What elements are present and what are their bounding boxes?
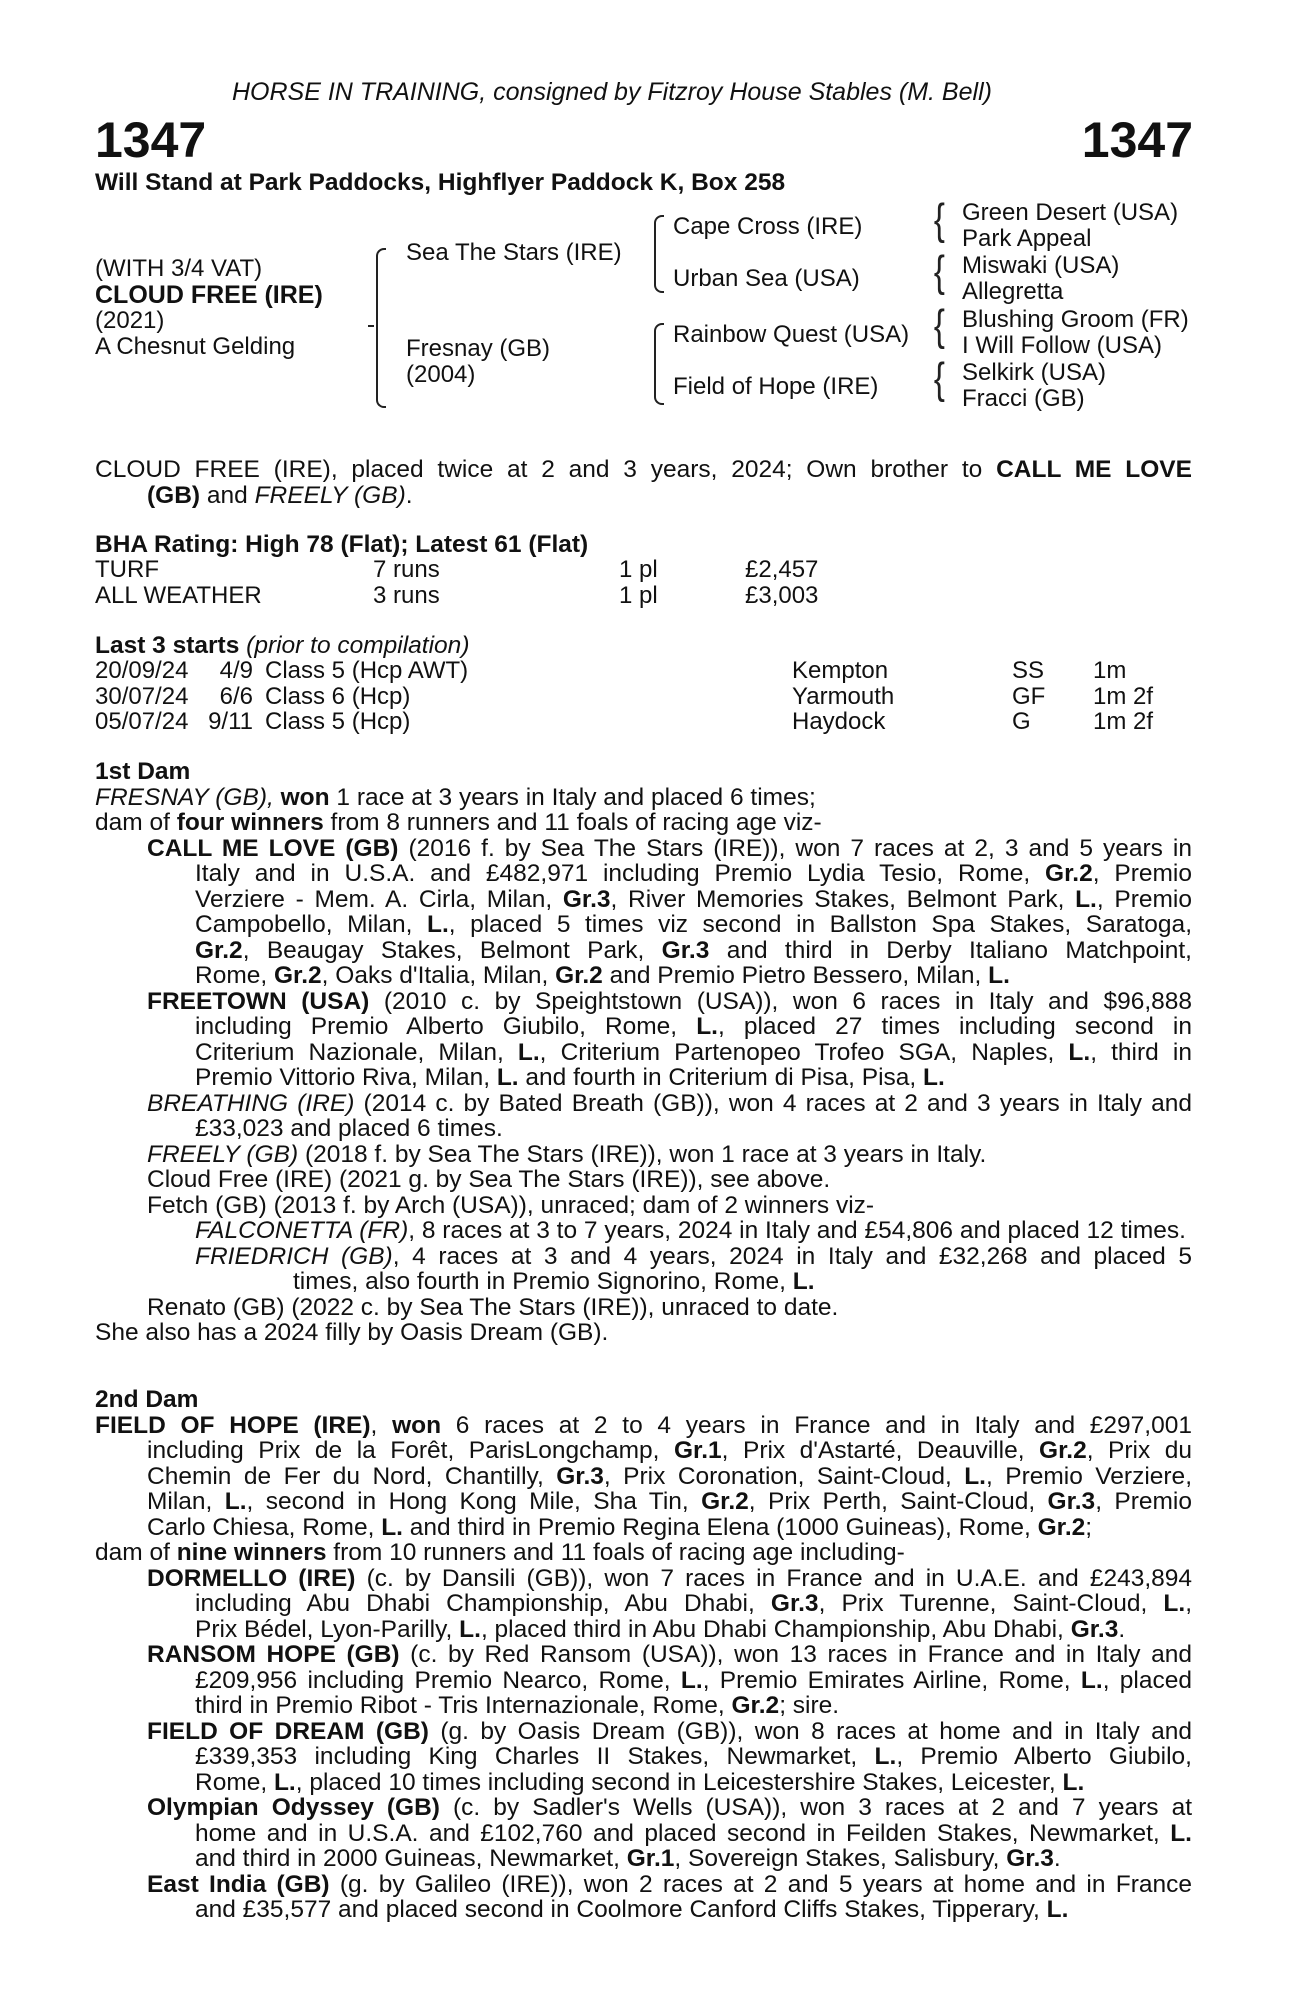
- gen3-brace-3: {: [933, 301, 945, 350]
- horse-name: CLOUD FREE (IRE): [95, 281, 323, 309]
- gen3-5: Blushing Groom (FR): [962, 306, 1189, 333]
- gen3-8: Fracci (GB): [962, 385, 1085, 412]
- list-item: BREATHING (IRE) (2014 c. by Bated Breath (GB)), won 4 races at 2 and 3 years in Italy and: [147, 1089, 1192, 1117]
- list-item: CALL ME LOVE (GB) (2016 f. by Sea The Stars (IRE)), won 7 races at 2, 3 and 5 years in: [147, 834, 1192, 862]
- list-item: Renato (GB) (2022 c. by Sea The Stars (IRE)), unraced to date.: [147, 1293, 839, 1321]
- list-item: Olympian Odyssey (GB) (c. by Sadler's Wells (USA)), won 3 races at 2 and 7 years at: [147, 1794, 1192, 1821]
- second-dam-heading: 2nd Dam: [95, 1386, 199, 1413]
- dam-year: (2004): [406, 361, 476, 388]
- vat-note: (WITH 3/4 VAT): [95, 255, 263, 282]
- sire-name: Sea The Stars (IRE): [406, 239, 622, 266]
- list-item: East India (GB) (g. by Galileo (IRE)), won 2 races at 2 and 5 years at home and in France: [147, 1870, 1192, 1898]
- horse-description: A Chesnut Gelding: [95, 333, 296, 360]
- summary-paragraph: CLOUD FREE (IRE), placed twice at 2 and 3 years, 2024; Own brother to CALL ME LOVE (GB) and FREELY (GB).: [95, 456, 1192, 509]
- stand-location: Will Stand at Park Paddocks, Highflyer Paddock K, Box 258: [95, 169, 786, 196]
- first-dam-section: 1st Dam FRESNAY (GB), won 1 race at 3 years in Italy and placed 6 times; dam of four winners from 8 runners and 11 foals of racing age viz- CALL ME LOVE (GB) (2016 f. by Sea The Stars (IRE)), won 7 races at 2, 3 and 5 years in Italy and in U.S.A. and £482,971 including Premio Lydia Tesio, Rome, Gr.2, Premio Verziere - Mem. A. Cirla, Milan, Gr.3, River Memories Stakes, Belmont Park, L., Premio Campobello, Milan, L., placed 5 times viz second in Ballston Spa Stakes, Saratoga, Gr.2, Beaugay Stakes, Belmont Park, Gr.3 and third in Derby Italiano Matchpoint, Rome, Gr.2, Oaks d'Italia, Milan, Gr.2 and Premio Pietro Bessero, Milan, L. FREETOWN (USA) (2010 c. by Speightstown (USA)), won 6 races in Italy and $96,888 including Premio Alberto Giubilo, Rome, L., placed 27 times including second in Criterium Nazionale, Milan, L., Criterium Partenopeo Trofeo SGA, Naples, L., third in Premio Vittorio Riva, Milan, L. and fourth in Criterium di Pisa, Pisa, L. BREATHING (IRE) (2014 c. by Bated Breath (GB)), won 4 races at 2 and 3 years in Italy and £33,023 and placed 6 times. FREELY (GB) (2018 f. by Sea The Stars (IRE)), won 1 race at 3 years in Italy. Cloud Free (IRE) (2021 g. by Sea The Stars (IRE)), see above. Fetch (GB) (2013 f. by Arch (USA)), unraced; dam of 2 winners viz- FALCONETTA (FR), 8 races at 3 to 7 years, 2024 in Italy and £54,806 and placed 12 times. FRIEDRICH (GB), 4 races at 3 and 4 years, 2024 in Italy and £32,268 and placed 5 times, also fourth in Premio Signorino, Rome, L. Renato (GB) (2022 c. by Sea The Stars (IRE)), unraced to date. She also has a 2024 filly by Oasis Dream (GB).: [95, 758, 1193, 1346]
- list-item: Fetch (GB) (2013 f. by Arch (USA)), unraced; dam of 2 winners viz-: [147, 1191, 875, 1219]
- list-item: Cloud Free (IRE) (2021 g. by Sea The Stars (IRE)), see above.: [147, 1166, 831, 1193]
- list-item: DORMELLO (IRE) (c. by Dansili (GB)), won 7 races in France and in U.A.E. and £243,894: [147, 1564, 1193, 1592]
- gen3-7: Selkirk (USA): [962, 359, 1107, 386]
- lot-number-right: 1347: [1081, 112, 1193, 168]
- list-item: FRIEDRICH (GB), 4 races at 3 and 4 years, 2024 in Italy and £32,268 and placed 5: [195, 1242, 1192, 1270]
- list-item: FIELD OF DREAM (GB) (g. by Oasis Dream (GB)), won 8 races at home and in Italy and: [147, 1717, 1192, 1745]
- bha-rating-title: BHA Rating: High 78 (Flat); Latest 61 (Flat): [95, 531, 589, 558]
- gen3-brace-4: {: [933, 354, 945, 403]
- first-dam-heading: 1st Dam: [95, 758, 191, 785]
- table-row: ALL WEATHER 3 runs 1 pl £3,003: [95, 581, 819, 609]
- pedigree-brace: [376, 248, 386, 408]
- sire-brace: [654, 215, 664, 293]
- sire-dam: Urban Sea (USA): [673, 265, 860, 292]
- last-starts-table: [95, 658, 1153, 735]
- gen3-6: I Will Follow (USA): [962, 332, 1163, 359]
- dam-brace: [654, 323, 664, 405]
- gen3-brace-1: {: [933, 195, 945, 244]
- table-row: 30/07/24 6/6 Class 6 (Hcp) Yarmouth GF 1m 2f: [95, 682, 1154, 710]
- dam-dam: Field of Hope (IRE): [673, 373, 879, 400]
- list-item: FREELY (GB) (2018 f. by Sea The Stars (IRE)), won 1 race at 3 years in Italy.: [147, 1140, 987, 1168]
- consignor-line: HORSE IN TRAINING, consigned by Fitzroy House Stables (M. Bell): [232, 78, 992, 106]
- sire-sire: Cape Cross (IRE): [673, 213, 863, 240]
- table-row: 20/09/24 4/9 Class 5 (Hcp AWT) Kempton SS 1m: [95, 657, 1127, 684]
- gen3-2: Park Appeal: [962, 225, 1092, 252]
- list-item: RANSOM HOPE (GB) (c. by Red Ransom (USA)), won 13 races in France and in Italy and: [147, 1641, 1192, 1668]
- gen3-1: Green Desert (USA): [962, 199, 1179, 226]
- gen3-brace-2: {: [933, 247, 945, 296]
- dam-sire: Rainbow Quest (USA): [673, 321, 910, 348]
- horse-year: (2021): [95, 307, 165, 334]
- list-item: FALCONETTA (FR), 8 races at 3 to 7 years, 2024 in Italy and £54,806 and placed 12 times.: [195, 1217, 1186, 1244]
- second-dam-section: 2nd Dam FIELD OF HOPE (IRE), won 6 races at 2 to 4 years in France and in Italy and £297,001 including Prix de la Forêt, ParisLongchamp, Gr.1, Prix d'Astarté, Deauville, Gr.2, Prix du Chemin de Fer du Nord, Chantilly, Gr.3, Prix Coronation, Saint-Cloud, L., Premio Verziere, Milan, L., second in Hong Kong Mile, Sha Tin, Gr.2, Prix Perth, Saint-Cloud, Gr.3, Premio Carlo Chiesa, Rome, L. and third in Premio Regina Elena (1000 Guineas), Rome, Gr.2; dam of nine winners from 10 runners and 11 foals of racing age including- DORMELLO (IRE) (c. by Dansili (GB)), won 7 races in France and in U.A.E. and £243,894 including Abu Dhabi Championship, Abu Dhabi, Gr.3, Prix Turenne, Saint-Cloud, L., Prix Bédel, Lyon-Parilly, L., placed third in Abu Dhabi Championship, Abu Dhabi, Gr.3. RANSOM HOPE (GB) (c. by Red Ransom (USA)), won 13 races in France and in Italy and £209,956 including Premio Nearco, Rome, L., Premio Emirates Airline, Rome, L., placed third in Premio Ribot - Tris Internazionale, Rome, Gr.2; sire. FIELD OF DREAM (GB) (g. by Oasis Dream (GB)), won 8 races at home and in Italy and £339,353 including King Charles II Stakes, Newmarket, L., Premio Alberto Giubilo, Rome, L., placed 10 times including second in Leicestershire Stakes, Leicester, L. Olympian Odyssey (GB) (c. by Sadler's Wells (USA)), won 3 races at 2 and 7 years at home and in U.S.A. and £102,760 and placed second in Feilden Stakes, Newmarket, L. and third in 2000 Guineas, Newmarket, Gr.1, Sovereign Stakes, Salisbury, Gr.3. East India (GB) (g. by Galileo (IRE)), won 2 races at 2 and 5 years at home and in France and £35,577 and placed second in Coolmore Canford Cliffs Stakes, Tipperary, L.: [95, 1386, 1193, 1923]
- dam-name: Fresnay (GB): [406, 335, 551, 362]
- rating-table: [95, 557, 818, 608]
- table-row: TURF 7 runs 1 pl £2,457: [95, 556, 819, 583]
- table-row: 05/07/24 9/11 Class 5 (Hcp) Haydock G 1m 2f: [95, 708, 1154, 735]
- lot-number-left: 1347: [95, 112, 207, 168]
- gen3-4: Allegretta: [962, 278, 1064, 305]
- last-starts-title: Last 3 starts (prior to compilation): [95, 632, 470, 659]
- gen3-3: Miswaki (USA): [962, 252, 1120, 279]
- list-item: FREETOWN (USA) (2010 c. by Speightstown (USA)), won 6 races in Italy and $96,888: [147, 987, 1193, 1015]
- pedigree-brace-point: [368, 325, 374, 327]
